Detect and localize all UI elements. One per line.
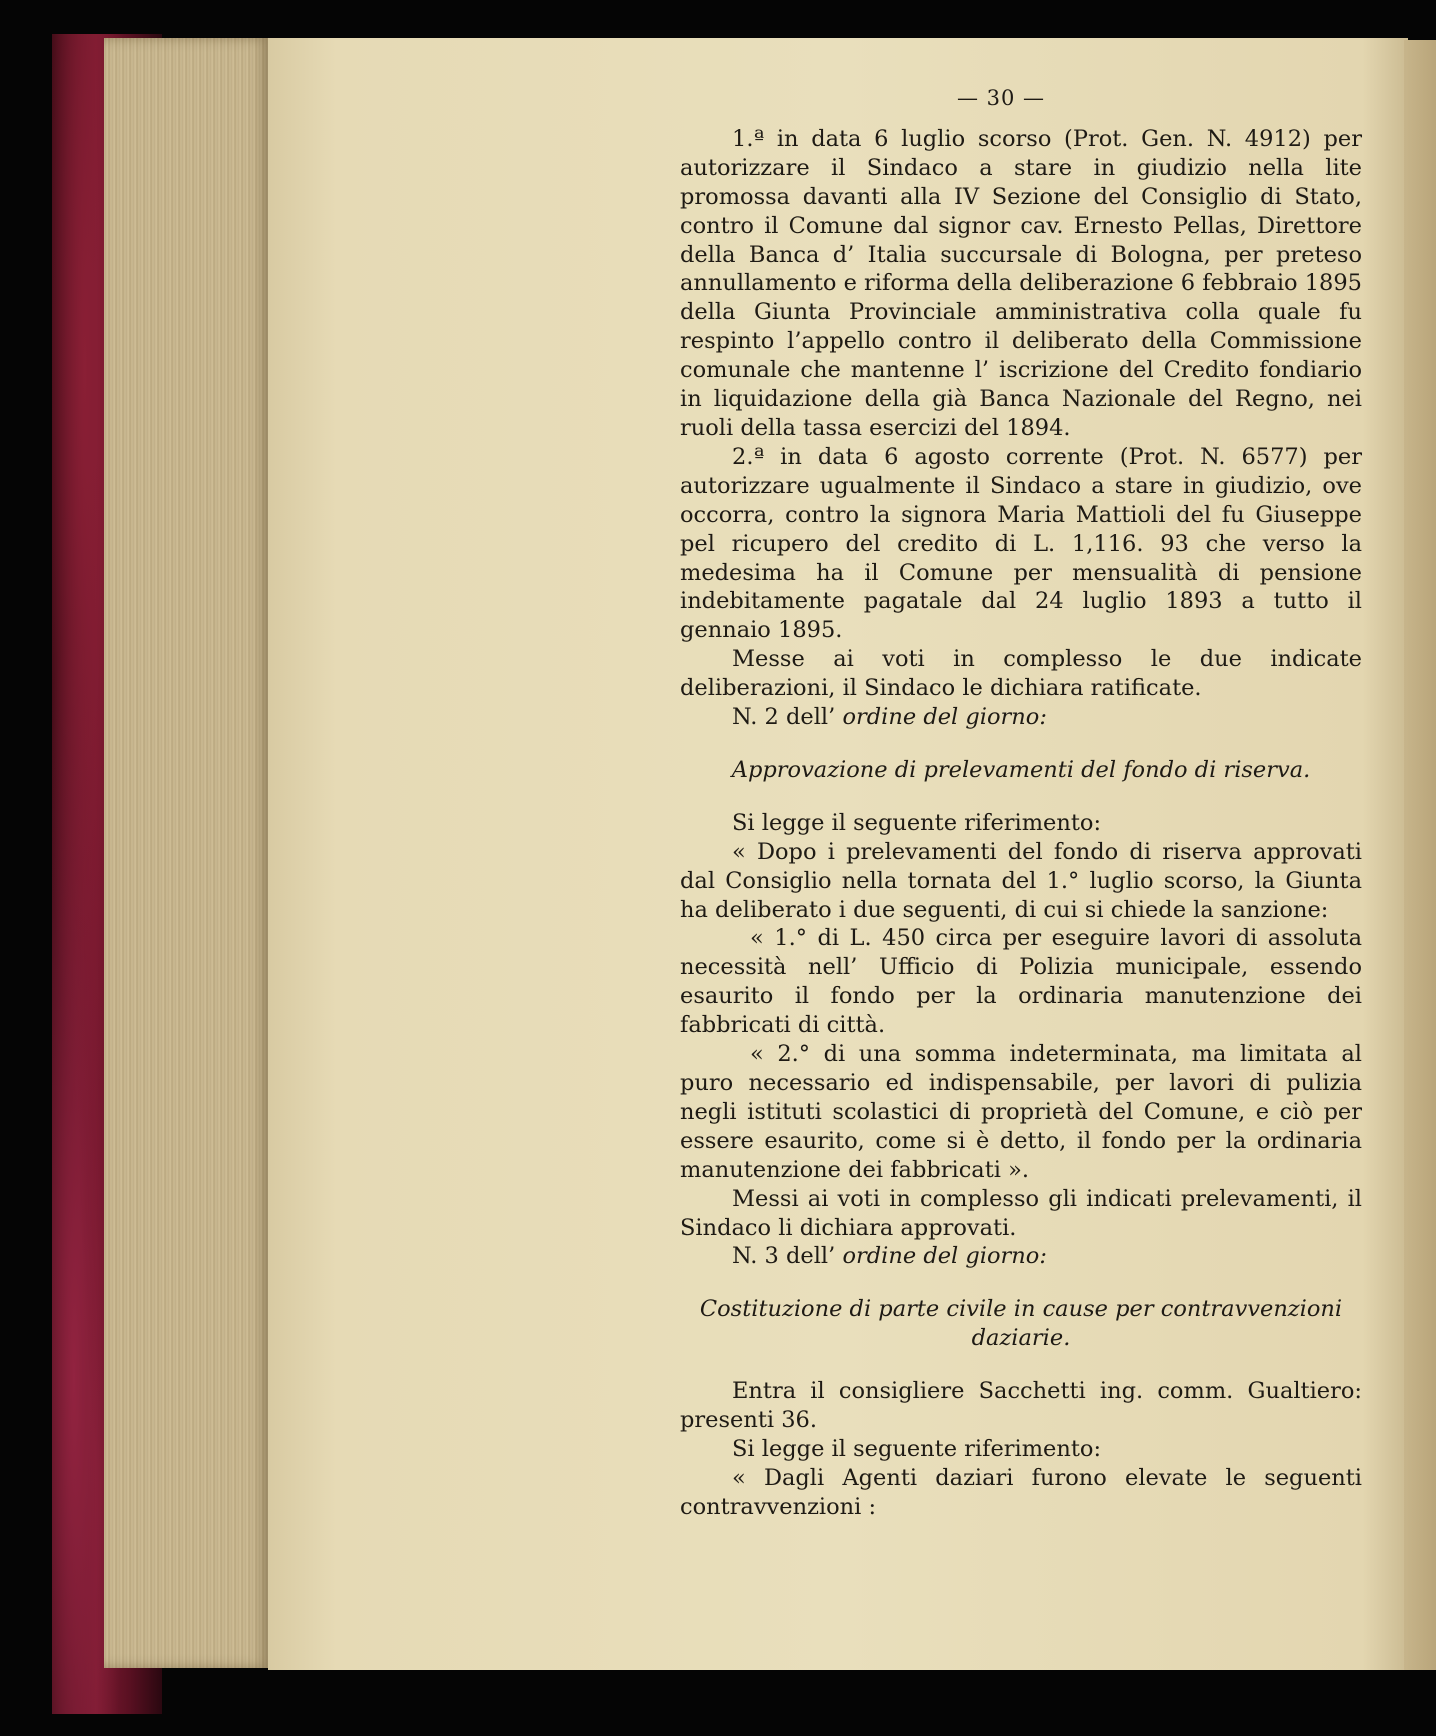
paragraph-vote-1: Messe ai voti in complesso le due indicate deliberazioni, il Sindaco le dichiara ratificate. [680, 646, 1362, 702]
section-heading-costituzione: Costituzione di parte civile in cause per contravvenzioni daziarie. [699, 1296, 1343, 1352]
paragraph-item-1: 1.ª in data 6 luglio scorso (Prot. Gen. N. 4912) per autorizzare il Sindaco a stare in giudizio nella lite promossa davanti alla IV Sezione del Consiglio di Stato, contro il Comune dal signor cav. Ernesto Pellas, Direttore della Banca d’ Italia succursale di Bologna, per preteso annullamento e riforma della deliberazione 6 febbraio 1895 della Giunta Provinciale amministrativa colla quale fu respinto l’appello contro il deliberato della Commissione comunale che mantenne l’ iscrizione del Credito fondiario in liquidazione della già Banca Nazionale del Regno, nei ruoli della tassa esercizi del 1894. [680, 125, 1362, 441]
paragraph-entra-consigliere: Entra il consigliere Sacchetti ing. comm. Gualtiero: presenti 36. [680, 1378, 1362, 1434]
section-heading-prelevamenti: Approvazione di prelevamenti del fondo di riserva. [731, 756, 1311, 783]
agenda-item-2-prefix: N. 2 dell’ [732, 704, 836, 731]
paragraph-riferimento-2: Si legge il seguente riferimento: [732, 1435, 1102, 1462]
paragraph-quote-item-1: « 1.° di L. 450 circa per eseguire lavori di assoluta necessità nell’ Ufficio di Polizia municipale, essendo esaurito il fondo per la ordinaria manutenzione dei fabbricati di città. [680, 925, 1362, 1039]
page-edges-stack [104, 38, 270, 1668]
page-number: — 30 — [956, 86, 1046, 110]
next-page-edge [1404, 40, 1436, 1670]
agenda-item-3 [680, 1242, 1362, 1271]
agenda-item-2 [680, 703, 1362, 732]
paragraph-contravvenzioni: « Dagli Agenti daziari furono elevate le seguenti contravvenzioni : [680, 1464, 1362, 1520]
paragraph-item-2: 2.ª in data 6 agosto corrente (Prot. N. 6577) per autorizzare ugualmente il Sindaco a stare in giudizio, ove occorra, contro la signora Maria Mattioli del fu Giuseppe pel ricupero del credito di L. 1,116. 93 che verso la medesima ha il Comune per mensualità di pensione indebitamente pagatale dal 24 luglio 1893 a tutto il gennaio 1895. [680, 443, 1362, 644]
agenda-item-2-label: ordine del giorno: [842, 704, 1047, 731]
paragraph-quote-item-2: « 2.° di una somma indeterminata, ma limitata al puro necessario ed indispensabile, per lavori di pulizia negli istituti scolastici di proprietà del Comune, e ciò per essere esaurito, come si è detto, il fondo per la ordinaria manutenzione dei fabbricati ». [680, 1041, 1362, 1183]
paragraph-quote-intro: « Dopo i prelevamenti del fondo di riserva approvati dal Consiglio nella tornata del 1.° luglio scorso, la Giunta ha deliberato i due seguenti, di cui si chiede la sanzione: [680, 838, 1362, 923]
page-text-column [680, 84, 1362, 1522]
agenda-item-3-prefix: N. 3 dell’ [732, 1243, 836, 1270]
paragraph-riferimento-1: Si legge il seguente riferimento: [732, 809, 1102, 836]
paragraph-vote-2: Messi ai voti in complesso gli indicati prelevamenti, il Sindaco li dichiara approvati. [680, 1185, 1362, 1241]
agenda-item-3-label: ordine del giorno: [842, 1243, 1047, 1270]
